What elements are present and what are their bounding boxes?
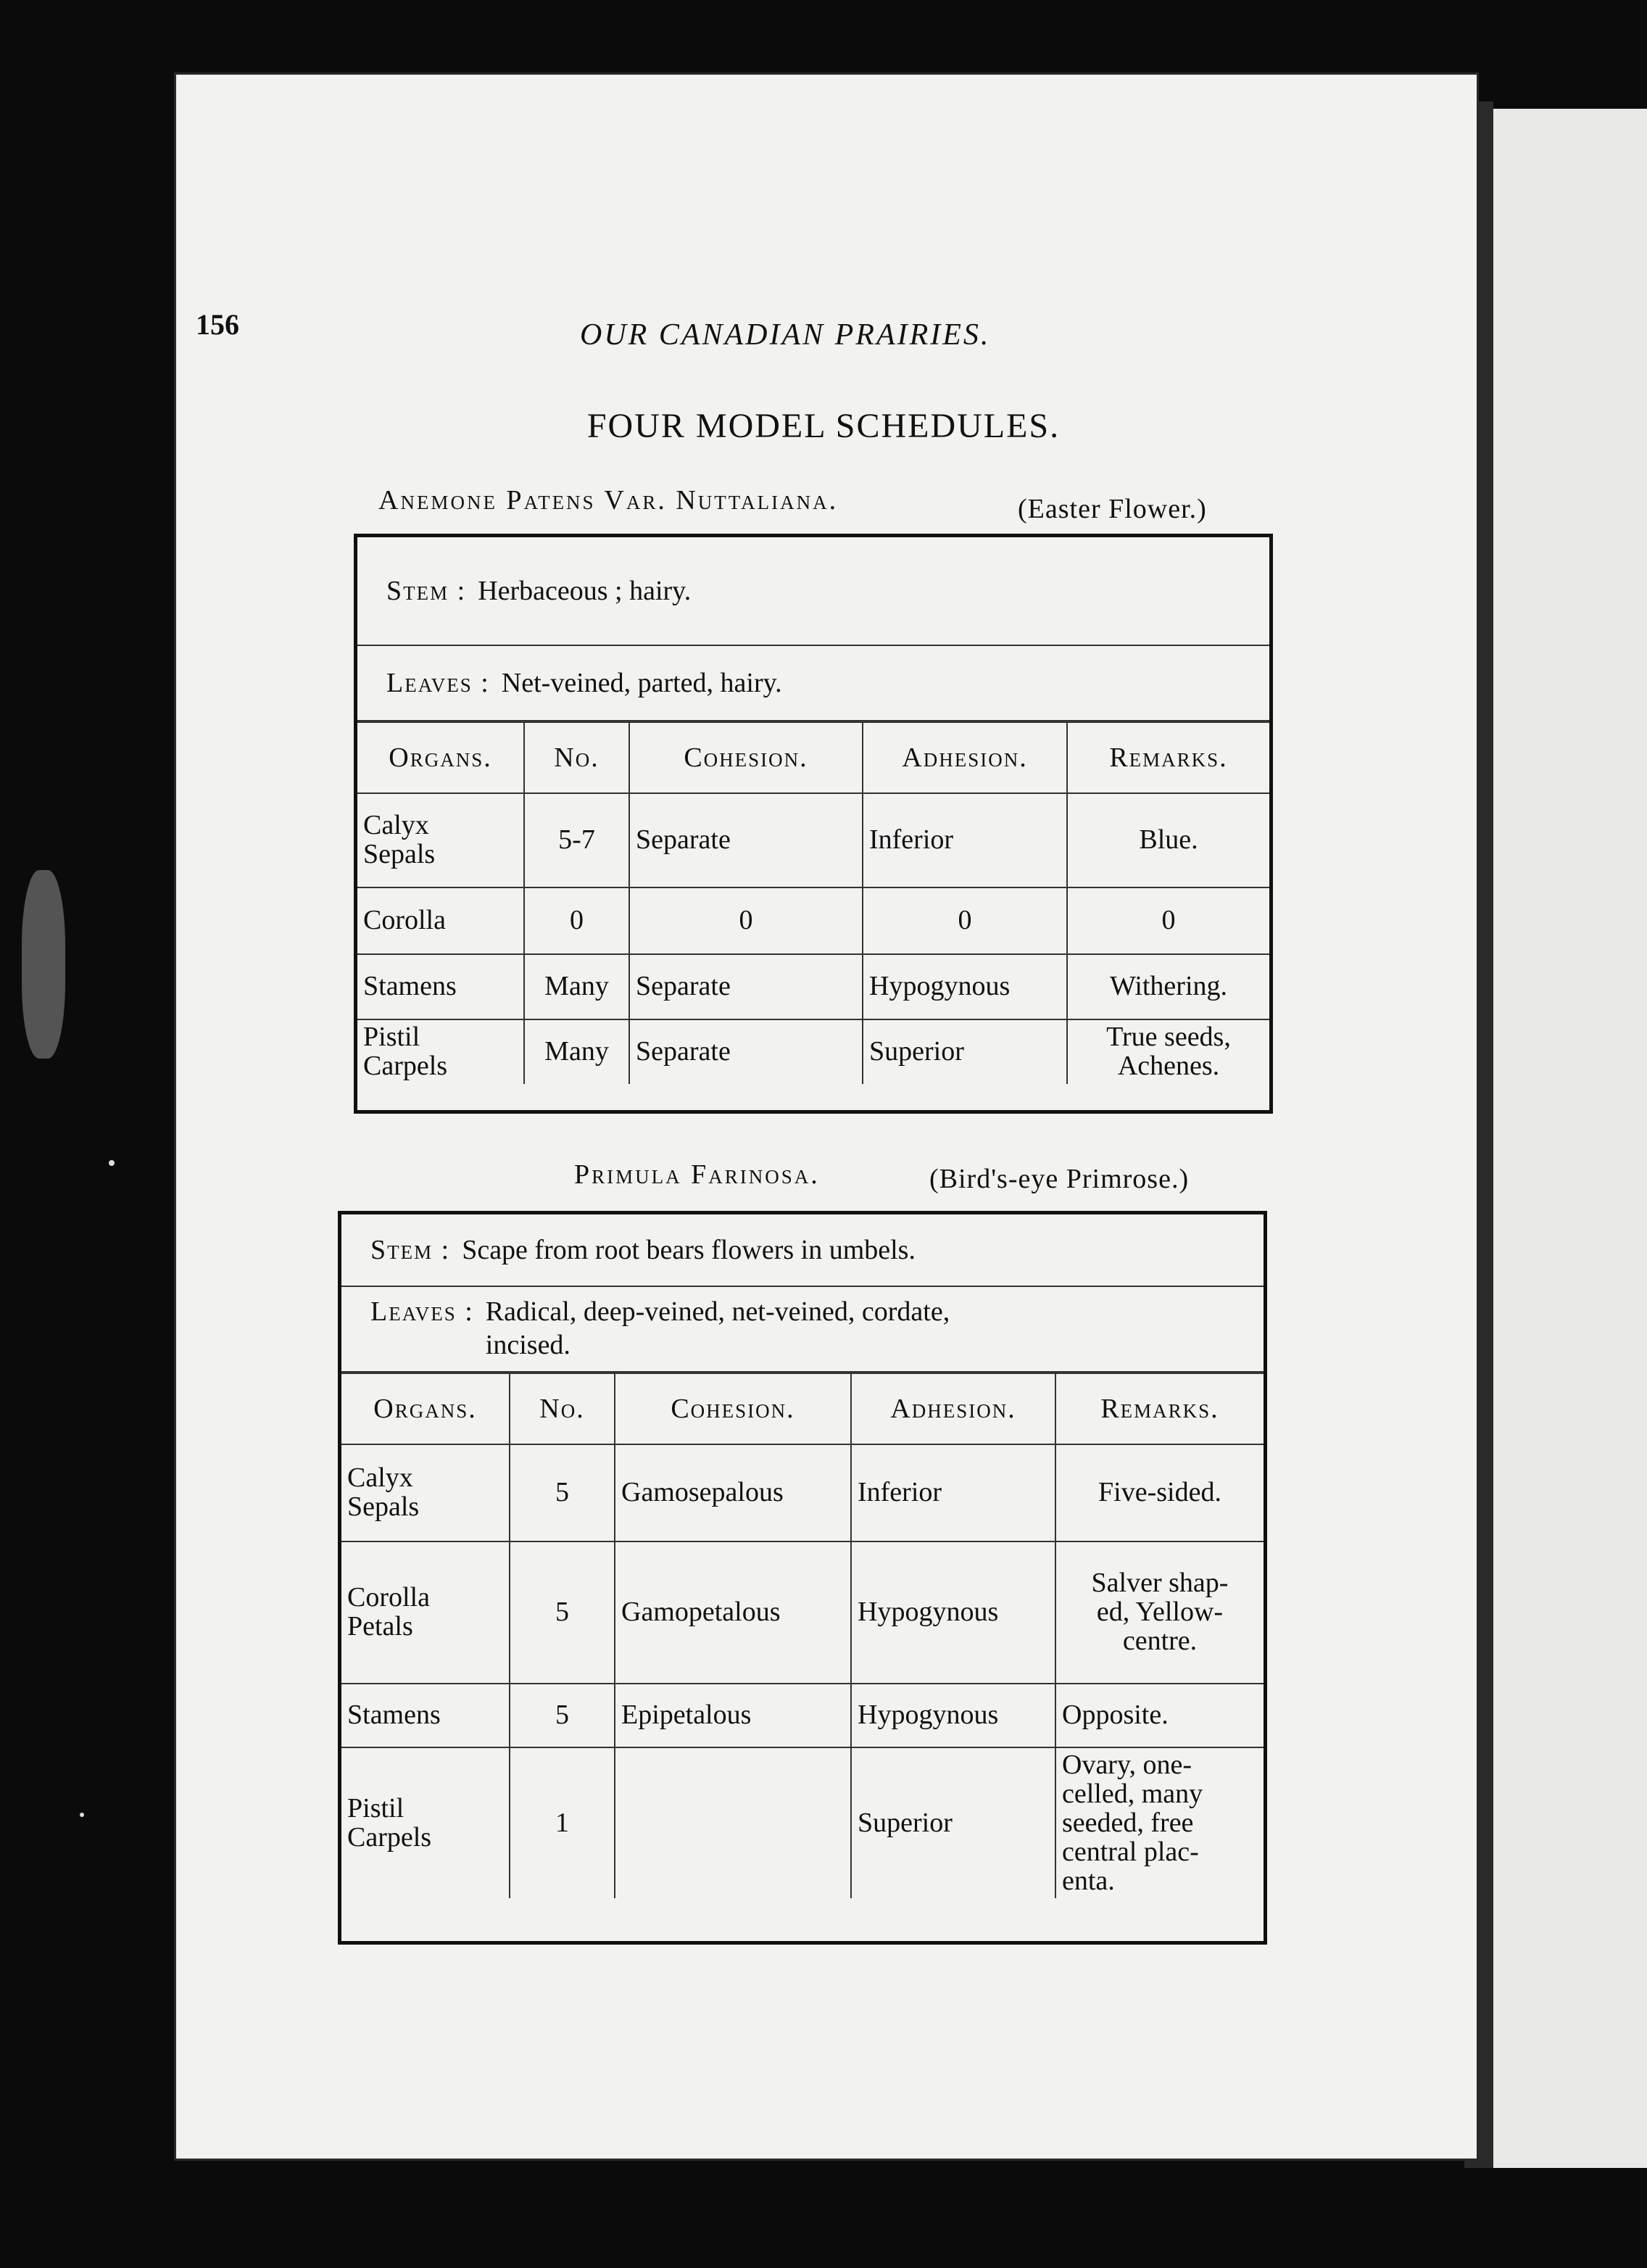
cohesion-header: Cohesion.: [629, 722, 863, 793]
table-header-row: [341, 1373, 1264, 1444]
remarks-cell: Blue.: [1067, 793, 1269, 887]
remarks-header: Remarks.: [1055, 1373, 1264, 1444]
leaves-row: [357, 646, 1269, 721]
leaves-text: Net-veined, parted, hairy.: [501, 668, 782, 698]
table-row: [357, 793, 1269, 887]
adhesion-header: Adhesion.: [863, 722, 1067, 793]
schedule-2-species: [574, 1159, 820, 1191]
remarks-cell: Five-sided.: [1055, 1444, 1264, 1541]
stem-text: Herbaceous ; hairy.: [478, 576, 692, 606]
adhesion-cell: Hypogynous: [851, 1541, 1055, 1684]
cohesion-header: Cohesion.: [615, 1373, 851, 1444]
organ-cell: Corolla Petals: [341, 1541, 510, 1684]
cohesion-cell: Gamosepalous: [615, 1444, 851, 1541]
species-name: Anemone Patens Var. Nuttaliana.: [378, 485, 839, 516]
number-cell: 1: [510, 1747, 615, 1898]
number-cell: 0: [524, 887, 629, 954]
adhesion-cell: Superior: [851, 1747, 1055, 1898]
organs-table: [357, 721, 1269, 1084]
stem-text: Scape from root bears flowers in umbels.: [462, 1235, 916, 1265]
cohesion-cell: [615, 1747, 851, 1898]
schedule-1-common-name: (Easter Flower.): [1018, 494, 1207, 524]
remarks-cell: True seeds, Achenes.: [1067, 1019, 1269, 1084]
page-number: 156: [196, 308, 239, 341]
cohesion-cell: Epipetalous: [615, 1684, 851, 1747]
remarks-cell: Withering.: [1067, 954, 1269, 1019]
organ-cell: Calyx Sepals: [357, 793, 524, 887]
table-row: [341, 1541, 1264, 1684]
remarks-cell: Opposite.: [1055, 1684, 1264, 1747]
adhesion-header: Adhesion.: [851, 1373, 1055, 1444]
table-row: [357, 1019, 1269, 1084]
number-cell: 5: [510, 1444, 615, 1541]
organs-table: [341, 1373, 1264, 1898]
organ-cell: Calyx Sepals: [341, 1444, 510, 1541]
scan-speck: [80, 1813, 84, 1817]
adhesion-cell: 0: [863, 887, 1067, 954]
cohesion-cell: Separate: [629, 793, 863, 887]
table-row: [341, 1747, 1264, 1898]
stem-label: Stem :: [386, 576, 467, 606]
species-name: Primula Farinosa.: [574, 1159, 820, 1190]
section-title: FOUR MODEL SCHEDULES.: [586, 407, 1061, 445]
organ-cell: Pistil Carpels: [341, 1747, 510, 1898]
schedule-2-common-name: (Bird's-eye Primrose.): [929, 1164, 1190, 1194]
schedule-1: [354, 534, 1273, 1114]
schedule-2: [338, 1211, 1267, 1945]
scan-speck: [109, 1160, 115, 1166]
number-cell: Many: [524, 1019, 629, 1084]
organ-cell: Stamens: [357, 954, 524, 1019]
number-cell: 5: [510, 1684, 615, 1747]
table-row: [341, 1684, 1264, 1747]
cohesion-cell: 0: [629, 887, 863, 954]
stem-row: [341, 1214, 1264, 1287]
remarks-cell: Ovary, one- celled, many seeded, free central plac- enta.: [1055, 1747, 1264, 1898]
organ-cell: Stamens: [341, 1684, 510, 1747]
scan-blemish: [22, 870, 65, 1059]
adhesion-cell: Inferior: [863, 793, 1067, 887]
table-row: [357, 954, 1269, 1019]
organ-cell: Pistil Carpels: [357, 1019, 524, 1084]
table-row: [357, 887, 1269, 954]
organs-header: Organs.: [357, 722, 524, 793]
no-header: No.: [524, 722, 629, 793]
adhesion-cell: Inferior: [851, 1444, 1055, 1541]
remarks-header: Remarks.: [1067, 722, 1269, 793]
number-cell: 5: [510, 1541, 615, 1684]
organ-cell: Corolla: [357, 887, 524, 954]
number-cell: 5-7: [524, 793, 629, 887]
adhesion-cell: Superior: [863, 1019, 1067, 1084]
stem-label: Stem :: [370, 1235, 451, 1265]
leaves-row: [341, 1287, 1264, 1373]
cohesion-cell: Separate: [629, 954, 863, 1019]
adhesion-cell: Hypogynous: [851, 1684, 1055, 1747]
leaves-text: Radical, deep-veined, net-veined, cordate, incised.: [485, 1296, 950, 1360]
stem-row: [357, 537, 1269, 646]
number-cell: Many: [524, 954, 629, 1019]
running-head: OUR CANADIAN PRAIRIES.: [580, 318, 991, 352]
cohesion-cell: Gamopetalous: [615, 1541, 851, 1684]
no-header: No.: [510, 1373, 615, 1444]
schedule-1-species: [378, 484, 838, 516]
table-row: [341, 1444, 1264, 1541]
organs-header: Organs.: [341, 1373, 510, 1444]
table-header-row: [357, 722, 1269, 793]
leaves-label: Leaves :: [386, 668, 490, 698]
cohesion-cell: Separate: [629, 1019, 863, 1084]
remarks-cell: 0: [1067, 887, 1269, 954]
adhesion-cell: Hypogynous: [863, 954, 1067, 1019]
remarks-cell: Salver shap- ed, Yellow- centre.: [1055, 1541, 1264, 1684]
leaves-label: Leaves :: [370, 1296, 474, 1327]
